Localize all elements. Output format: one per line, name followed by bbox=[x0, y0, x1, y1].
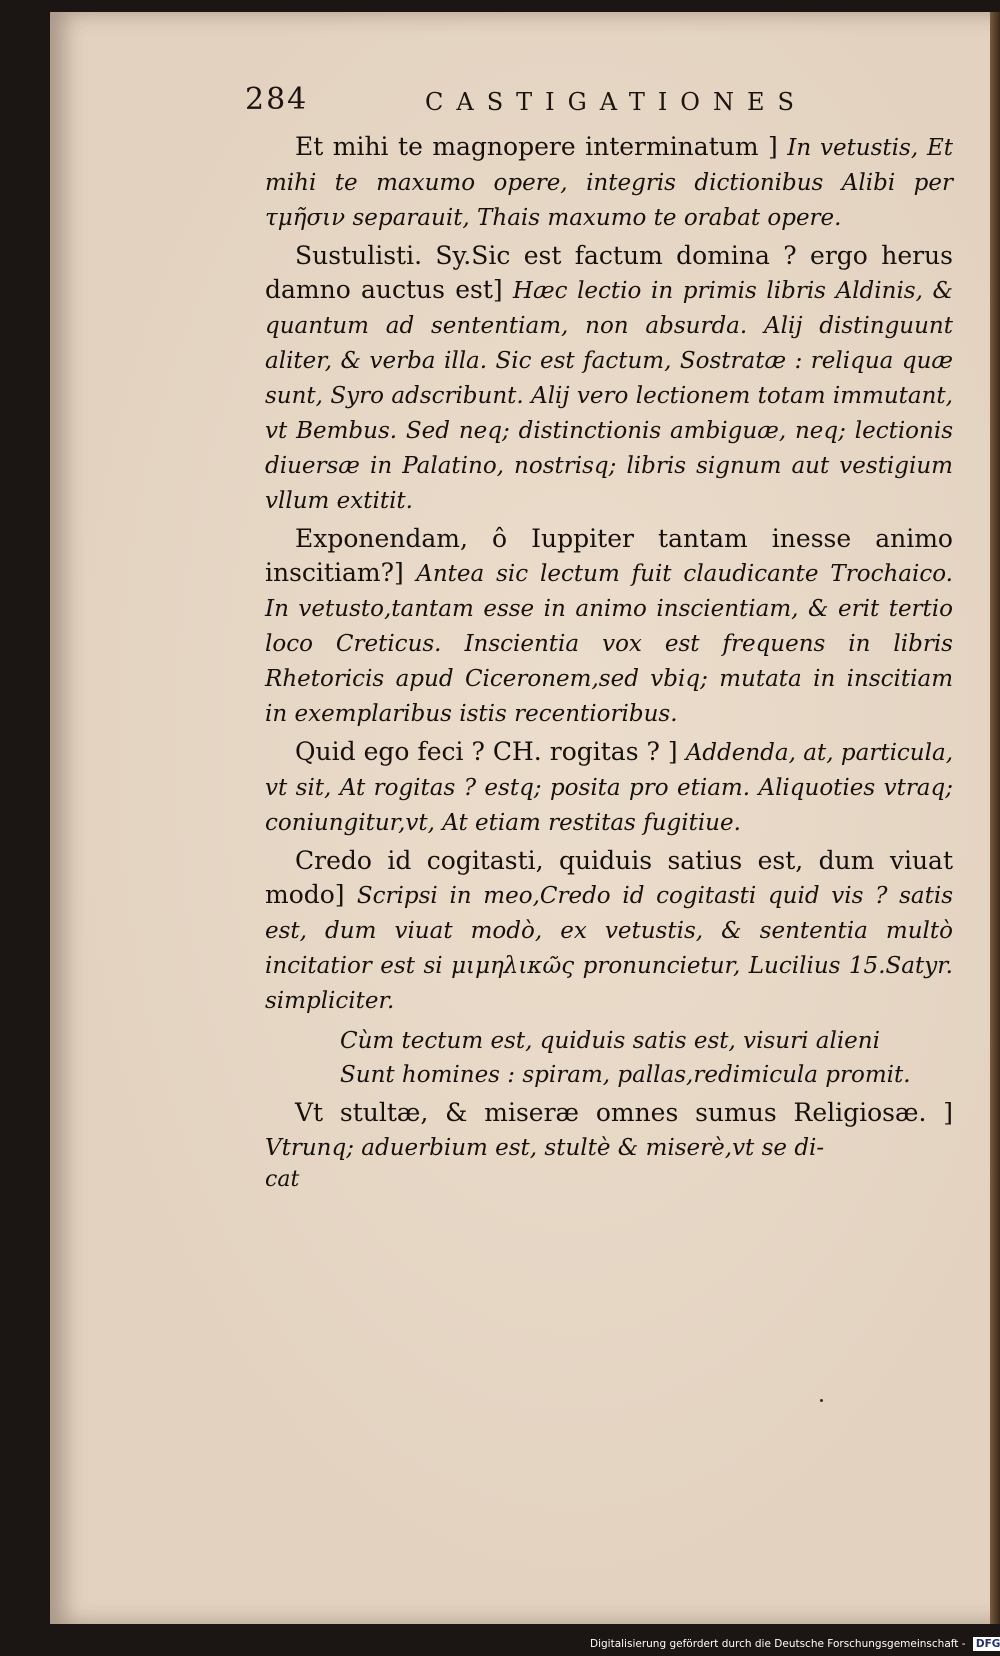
verse-quotation bbox=[265, 1024, 953, 1092]
credit-text: Digitalisierung gefördert durch die Deutsche Forschungsgemeinschaft - bbox=[590, 1638, 966, 1650]
entry-lemma: Vt stultæ, & miseræ omnes sumus Religiosæ. ] bbox=[295, 1098, 953, 1127]
entry-note: Hæc lectio in primis libris Aldinis, & quantum ad sententiam, non absurda. Alij distinguunt aliter, & verba illa. Sic est factum, Sostratæ : reliqua quæ sunt, Syro adscribunt. Alij vero lectionem totam immutant, vt Bembus. Sed neq; distinctionis ambiguæ, neq; lectionis diuersæ in Palatino, nostrisq; libris signum aut vestigium vllum extitit. bbox=[265, 278, 953, 514]
page-edge bbox=[990, 12, 1000, 1624]
catchword: cat bbox=[265, 1167, 300, 1192]
entry-note: In vetustis, Et mihi te maxumo opere, integris dictionibus Alibi per τμῆσιν separauit, Thais maxumo te orabat opere. bbox=[265, 135, 953, 231]
entry-lemma: Et mihi te magnopere interminatum ] bbox=[295, 132, 778, 161]
entry-lemma: Exponendam, ô Iuppiter tantam inesse animo inscitiam?] bbox=[265, 524, 953, 587]
entry-note: Addenda, at, particula, vt sit, At rogitas ? estq; posita pro etiam. Aliquoties vtraq; coniungitur,vt, At etiam restitas fugitiue. bbox=[265, 740, 954, 836]
entry-note: Vtrunq; aduerbium est, stultè & miserè,vt se di- bbox=[265, 1135, 825, 1161]
body-text bbox=[265, 130, 953, 1201]
verse-line: Sunt homines : spiram, pallas,redimicula promit. bbox=[340, 1062, 911, 1088]
digitization-credit bbox=[590, 1634, 1000, 1654]
running-title: CASTIGATIONES bbox=[425, 88, 807, 116]
page-number: 284 bbox=[245, 82, 309, 117]
entry bbox=[265, 130, 953, 235]
entry bbox=[265, 844, 953, 1018]
entry-lemma: Credo id cogitasti, quiduis satius est, dum viuat modo] bbox=[265, 846, 953, 909]
dfg-logo: DFG bbox=[973, 1637, 1000, 1651]
book-page bbox=[50, 12, 1000, 1624]
entry bbox=[265, 735, 953, 840]
entry-lemma: Sustulisti. Sy.Sic est factum domina ? ergo herus damno auctus est] bbox=[265, 241, 953, 304]
ink-speck bbox=[820, 1399, 823, 1402]
running-header bbox=[245, 82, 935, 126]
entry-note: Scripsi in meo,Credo id cogitasti quid vis ? satis est, dum viuat modò, ex vetustis, & sententia multò incitatior est si μιμηλικῶς pronuncietur, Lucilius 15.Satyr. simpliciter. bbox=[265, 883, 953, 1014]
entry bbox=[265, 522, 953, 731]
entry bbox=[265, 1096, 953, 1165]
verse-line: Cùm tectum est, quiduis satis est, visuri alieni bbox=[340, 1028, 880, 1054]
entry-lemma: Quid ego feci ? CH. rogitas ? ] bbox=[295, 737, 678, 766]
entry bbox=[265, 239, 953, 518]
entry-note: Antea sic lectum fuit claudicante Trochaico. In vetusto,tantam esse in animo inscientiam, & erit tertio loco Creticus. Inscientia vox est frequens in libris Rhetoricis apud Ciceronem,sed vbiq; mutata in inscitiam in exemplaribus istis recentioribus. bbox=[265, 561, 953, 727]
